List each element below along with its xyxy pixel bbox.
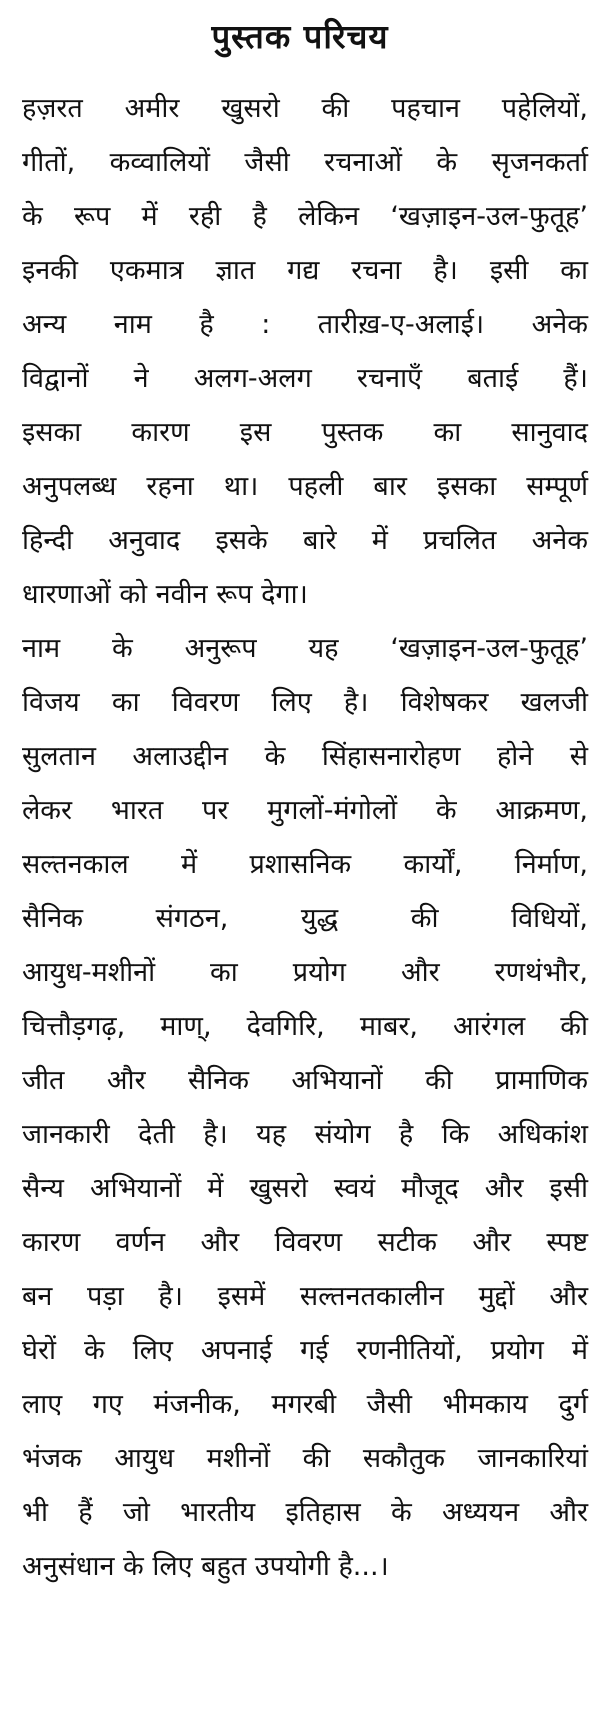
text-line: इसका कारण इस पुस्तक का सानुवाद — [22, 417, 588, 448]
text-line: हज़रत अमीर खुसरो की पहचान पहेलियों, — [22, 93, 588, 124]
text-line: सुलतान अलाउद्दीन के सिंहासनारोहण होने से — [22, 741, 588, 772]
text-line: सल्तनकाल में प्रशासनिक कार्यों, निर्माण, — [22, 849, 588, 880]
text-line: अन्य नाम है : तारीख़-ए-अलाई। अनेक — [22, 309, 588, 340]
text-line: सैनिक संगठन, युद्ध की विधियों, — [22, 903, 588, 934]
text-line: हिन्दी अनुवाद इसके बारे में प्रचलित अनेक — [22, 525, 588, 556]
text-line: के रूप में रही है लेकिन ‘खज़ाइन-उल-फुतूह’ — [22, 201, 588, 232]
text-line: घेरों के लिए अपनाई गई रणनीतियों, प्रयोग में — [22, 1335, 588, 1366]
text-line: नाम के अनुरूप यह ‘खज़ाइन-उल-फुतूह’ — [22, 633, 588, 664]
text-line: भंजक आयुध मशीनों की सकौतुक जानकारियां — [22, 1443, 588, 1474]
text-line: बन पड़ा है। इसमें सल्तनतकालीन मुद्दों और — [22, 1281, 588, 1312]
text-line: कारण वर्णन और विवरण सटीक और स्पष्ट — [22, 1227, 588, 1258]
page-title: पुस्तक परिचय — [211, 17, 389, 56]
text-line: धारणाओं को नवीन रूप देगा। — [22, 579, 308, 610]
text-line: विद्वानों ने अलग-अलग रचनाएँ बताई हैं। — [22, 363, 588, 394]
text-line: इनकी एकमात्र ज्ञात गद्य रचना है। इसी का — [22, 255, 588, 286]
paragraph-2 — [22, 622, 588, 1594]
text-line: लाए गए मंजनीक, मगरबी जैसी भीमकाय दुर्ग — [22, 1389, 588, 1420]
text-line: विजय का विवरण लिए है। विशेषकर खलजी — [22, 687, 588, 718]
text-line: सैन्य अभियानों में खुसरो स्वयं मौजूद और इसी — [22, 1173, 588, 1204]
text-line: आयुध-मशीनों का प्रयोग और रणथंभौर, — [22, 957, 588, 988]
text-line: गीतों, कव्वालियों जैसी रचनाओं के सृजनकर्ता — [22, 147, 588, 178]
text-line: चित्तौड़गढ़, माण्, देवगिरि, माबर, आरंगल की — [22, 1011, 588, 1042]
body-text — [22, 82, 588, 1594]
text-line: लेकर भारत पर मुगलों-मंगोलों के आक्रमण, — [22, 795, 588, 826]
text-line: जानकारी देती है। यह संयोग है कि अधिकांश — [22, 1119, 588, 1150]
text-line: भी हैं जो भारतीय इतिहास के अध्ययन और — [22, 1497, 588, 1528]
paragraph-1 — [22, 82, 588, 622]
text-line: अनुपलब्ध रहना था। पहली बार इसका सम्पूर्ण — [22, 471, 588, 502]
text-line: अनुसंधान के लिए बहुत उपयोगी है...। — [22, 1551, 389, 1582]
text-line: जीत और सैनिक अभियानों की प्रामाणिक — [22, 1065, 588, 1096]
